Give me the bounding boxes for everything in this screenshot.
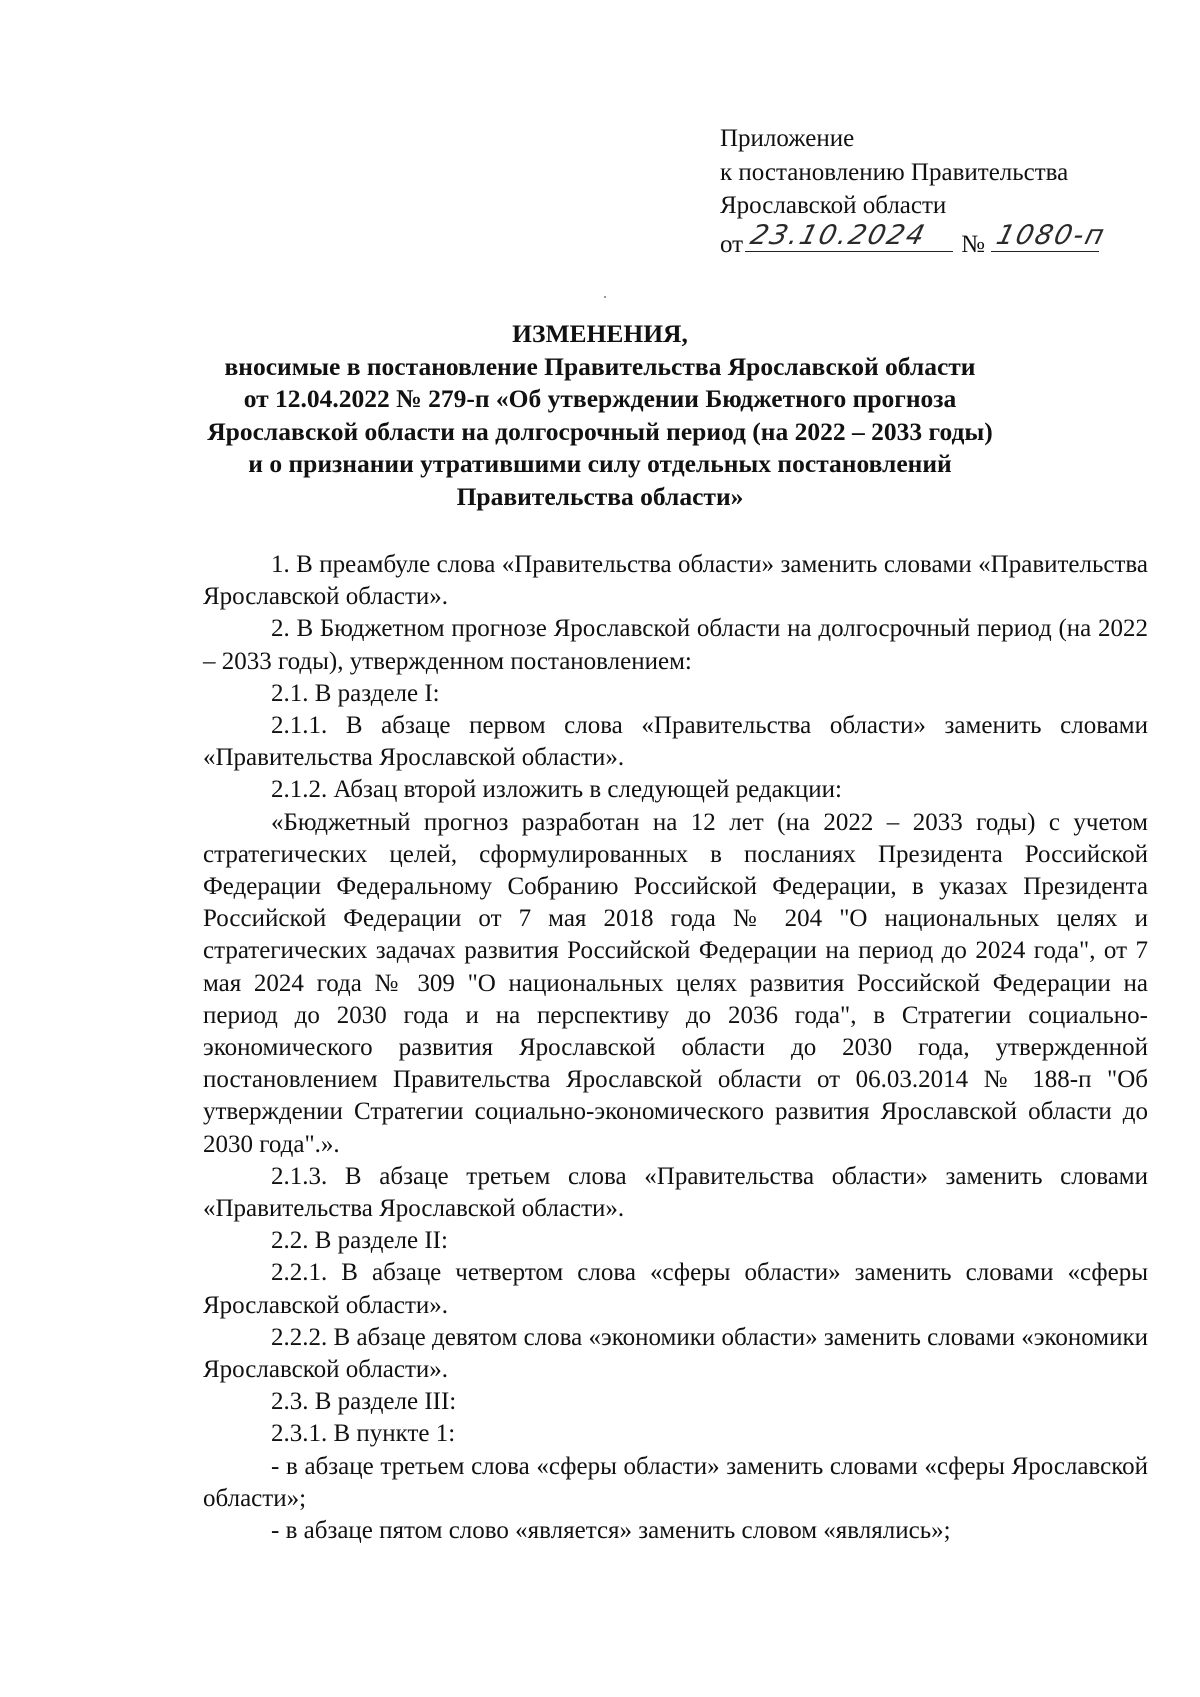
paragraph-1: 1. В преамбуле слова «Правительства области» заменить словами «Правительства Ярославской области». [203,551,1148,611]
paragraph-quote: «Бюджетный прогноз разработан на 12 лет (на 2022 – 2033 годы) с учетом стратегических целей, сформулированных в посланиях Президента Российской Федерации Федеральному Собранию Российской Федерации, в указах Президента Российской Федерации от 7 мая 2018 года № 204 "О национальных целях и стратегических задачах развития Российской Федерации на период до 2024 года", от 7 мая 2024 года № 309 "О национальных целях развития Российской Федерации на период до 2030 года и на перспективу до 2036 года", в Стратегии социально-экономического развития Ярославской области до 2030 года, утвержденной постановлением Правительства Ярославской области от 06.03.2014 № 188-п "Об утверждении Стратегии социально-экономического развития Ярославской области до 2030 года".». [203,808,1148,1158]
paragraph-2: 2. В Бюджетном прогнозе Ярославской области на долгосрочный период (на 2022 – 2033 годы), утвержденном постановлением: [203,615,1148,675]
appendix-line-1: Приложение [720,125,855,152]
number-label: № [961,230,985,258]
date-field [745,220,953,252]
paragraph-item-b: - в абзаце пятом слово «является» заменить словом «являлись»; [271,1517,951,1545]
title-line-3: Ярославской области на долгосрочный период (на 2022 – 2033 годы) [207,416,993,446]
from-label: от [720,230,744,258]
paragraph-2-1-3: 2.1.3. В абзаце третьем слова «Правительства области» заменить словами «Правительства Ярославской области». [203,1162,1148,1223]
paragraph-2-3-1: 2.3.1. В пункте 1: [271,1420,456,1448]
paragraph-item-a: - в абзаце третьем слова «сферы области» заменить словами «сферы Ярославской области»; [203,1452,1148,1512]
appendix-date-number-line [720,220,1110,262]
paragraph-2-1-1: 2.1.1. В абзаце первом слова «Правительства области» заменить словами «Правительства Ярославской области». [203,712,1148,772]
title-line-1: вносимые в постановление Правительства Ярославской области [224,351,976,381]
number-field [991,220,1110,252]
paragraph-2-3: 2.3. В разделе III: [271,1388,457,1416]
title-line-4: и о признании утратившими силу отдельных постановлений [248,449,952,478]
title-line-2: от 12.04.2022 № 279-п «Об утверждении Бюджетного прогноза [243,384,957,413]
scan-dot [604,296,606,298]
handwritten-number: 1080-п [993,220,1110,251]
document-title [160,318,1040,513]
paragraph-2-2-2: 2.2.2. В абзаце девятом слова «экономики области» заменить словами «экономики Ярославской области». [203,1323,1148,1384]
paragraph-2-1: 2.1. В разделе I: [271,679,440,707]
appendix-line-3: Ярославской области [720,192,947,219]
document-body [203,549,1148,1547]
appendix-block [720,122,1110,261]
paragraph-2-2: 2.2. В разделе II: [271,1227,448,1255]
title-heading: ИЗМЕНЕНИЯ, [512,319,688,348]
paragraph-2-1-2: 2.1.2. Абзац второй изложить в следующей редакции: [271,776,842,804]
appendix-line-2: к постановлению Правительства [720,158,1069,186]
paragraph-2-2-1: 2.2.1. В абзаце четвертом слова «сферы области» заменить словами «сферы Ярославской области». [203,1259,1148,1319]
title-line-5: Правительства области» [456,481,744,511]
handwritten-date: 23.10.2024 [747,220,930,251]
